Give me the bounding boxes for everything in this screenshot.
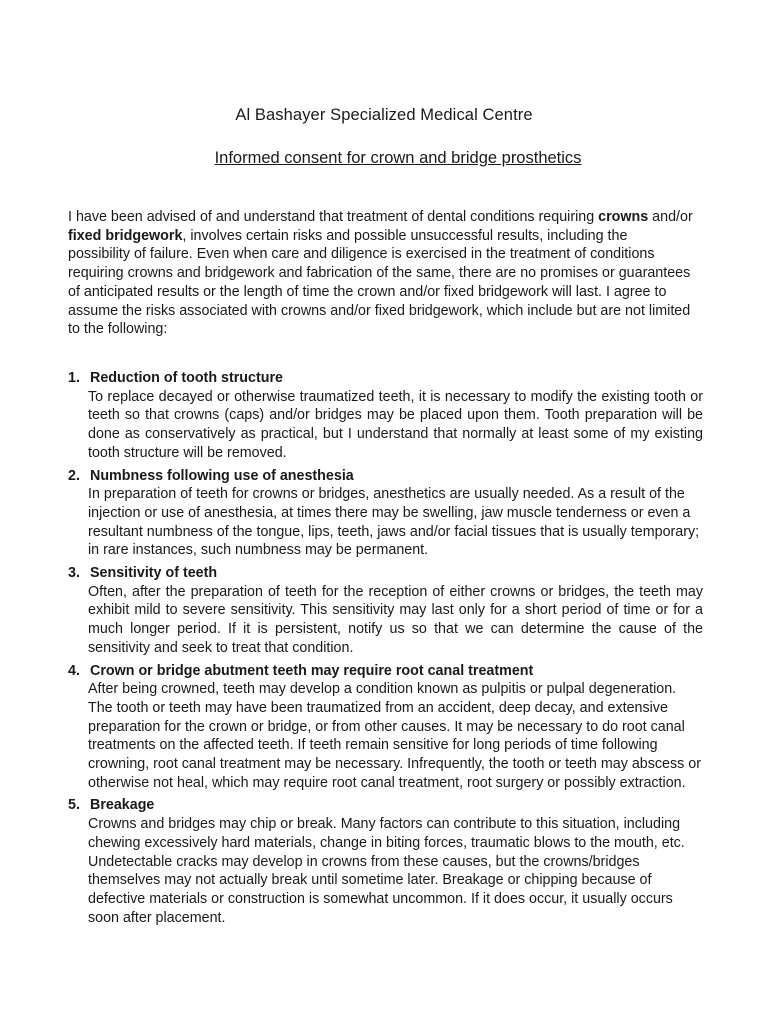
risk-description: In preparation of teeth for crowns or bridges, anesthetics are usually needed. As a result of the injection or use of anesthesia, at times there may be swelling, jaw muscle tenderness or even a resultant numbness of the tongue, lips, teeth, jaws and/or facial tissues that is usually temporary; in rare instances, such numbness may be permanent. — [88, 486, 700, 559]
intro-bold-crowns: crowns — [598, 209, 649, 225]
risk-heading — [68, 796, 703, 815]
intro-text-3: , involves certain risks and possible unsuccessful results, including the possibility of failure. Even when care and diligence is exercised in the treatment of conditions requiring crowns and bridgework and fabrication of the same, there are no promises or guarantees of anticipated results or the length of time the crown and/or fixed bridgework will last. I agree to assume the risks associated with crowns and/or fixed bridgework, which include but are not limited to the following: — [68, 227, 691, 338]
intro-paragraph — [68, 208, 693, 339]
risk-heading-text: Numbness following use of anesthesia — [90, 467, 354, 484]
risk-number: 3. — [68, 565, 80, 582]
risk-description: After being crowned, teeth may develop a condition known as pulpitis or pulpal degeneration. The tooth or teeth may have been traumatized from an accident, deep decay, and extensive preparation for the crown or bridge, or from other causes. It may be necessary to do root canal treatments on the affected teeth. If teeth remain sensitive for long periods of time following crowning, root canal treatment may be necessary. Infrequently, the tooth or teeth may abscess or otherwise not heal, which may require root canal treatment, root surgery or possibly extraction. — [88, 681, 701, 791]
intro-text-1: I have been advised of and understand that treatment of dental conditions requiring — [68, 209, 599, 225]
risk-item-1 — [68, 369, 703, 463]
risk-heading-text: Breakage — [90, 797, 155, 814]
risk-item-5 — [68, 796, 703, 927]
risk-heading — [68, 564, 703, 583]
risk-number: 4. — [68, 662, 80, 679]
risk-heading-text: Crown or bridge abutment teeth may require root canal treatment — [90, 662, 534, 679]
risk-number: 1. — [68, 370, 80, 386]
risk-heading — [68, 662, 703, 681]
risk-heading-text: Sensitivity of teeth — [90, 565, 218, 582]
intro-text-2: and/or — [648, 209, 693, 225]
risk-item-4 — [68, 662, 703, 793]
risk-description: Often, after the preparation of teeth for the reception of either crowns or bridges, the teeth may exhibit mild to severe sensitivity. This sensitivity may last only for a short period of time or for a much longer period. If it is persistent, notify us so that we can determine the cause of the sensitivity and seek to treat that condition. — [88, 583, 703, 656]
risk-number: 5. — [68, 797, 80, 814]
document-title: Informed consent for crown and bridge prosthetics — [214, 149, 582, 167]
risk-heading-text: Reduction of tooth structure — [90, 370, 283, 386]
risk-number: 2. — [68, 467, 80, 484]
organization-name: Al Bashayer Specialized Medical Centre — [235, 106, 533, 124]
risk-description: To replace decayed or otherwise traumatized teeth, it is necessary to modify the existing tooth or teeth so that crowns (caps) and/or bridges may be placed upon them. Tooth preparation will be done as conservatively as practical, but I understand that normally at least some of my existing tooth structure will be removed. — [88, 388, 703, 461]
risk-item-3 — [68, 564, 703, 658]
risk-heading — [68, 467, 703, 486]
risk-list — [68, 369, 703, 931]
risk-heading — [68, 369, 703, 388]
intro-bold-fixed-bridgework: fixed bridgework — [68, 227, 183, 244]
risk-item-2 — [68, 467, 703, 561]
risk-description: Crowns and bridges may chip or break. Many factors can contribute to this situation, including chewing excessively hard materials, change in biting forces, traumatic blows to the mouth, etc. Undetectable cracks may develop in crowns from these causes, but the crowns/bridges themselves may not actually break until sometime later. Breakage or chipping because of defective materials or construction is somewhat uncommon. If it does occur, it usually occurs soon after placement. — [88, 816, 685, 926]
